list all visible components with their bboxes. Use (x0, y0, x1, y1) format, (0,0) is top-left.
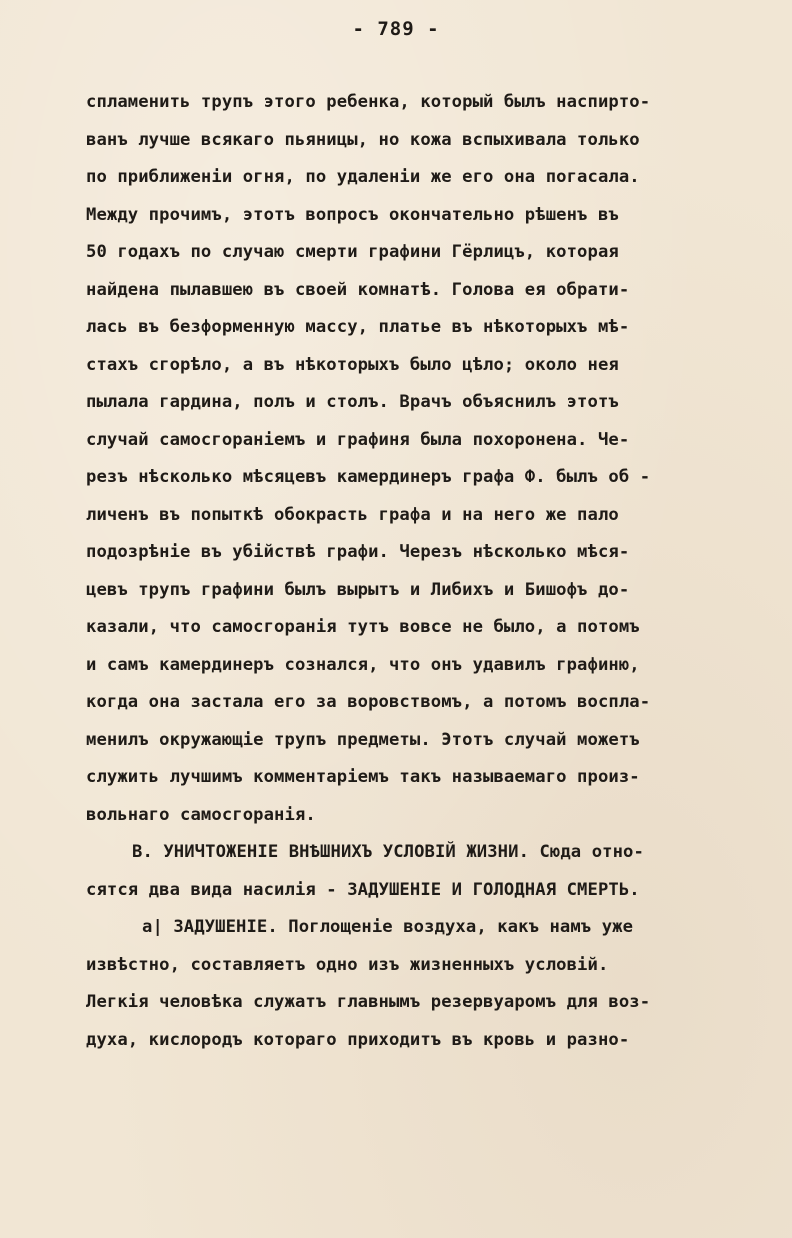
text-line: спламенить трупъ этого ребенка, который былъ наспирто- (86, 92, 651, 112)
subsection-heading-line: а| ЗАДУШЕНIЕ. Поглощенiе воздуха, какъ намъ уже (142, 917, 634, 937)
text-line: когда она застала его за воровствомъ, а потомъ воспла- (86, 692, 651, 712)
text-line: ванъ лучше всякаго пьяницы, но кожа вспыхивала только (86, 129, 640, 150)
text-line: Легкiя человѣка служатъ главнымъ резервуаромъ для воз- (86, 992, 651, 1012)
text-line: найдена пылавшею въ своей комнатѣ. Голова ея обрати- (86, 279, 630, 300)
text-line: резъ нѣсколько мѣсяцевъ камердинеръ графа Ф. былъ об - (86, 467, 651, 487)
section-heading-line: В. УНИЧТОЖЕНIЕ ВНѢШНИХЪ УСЛОВIЙ ЖИЗНИ. Сюда отно- (132, 842, 644, 862)
text-line: по приближенiи огня, по удаленiи же его она погасала. (86, 167, 640, 187)
text-line: 50 годахъ по случаю смерти графини Гёрлицъ, которая (86, 242, 619, 262)
body-text (86, 84, 776, 1059)
text-line: духа, кислородъ котораго приходитъ въ кровь и разно- (86, 1029, 630, 1050)
text-line: казали, что самосгоранiя тутъ вовсе не было, а потомъ (86, 617, 640, 637)
text-line: подозрѣнiе въ убiйствѣ графи. Черезъ нѣсколько мѣся- (86, 542, 630, 562)
text-line: сятся два вида насилiя - ЗАДУШЕНIЕ И ГОЛОДНАЯ СМЕРТЬ. (86, 879, 640, 900)
text-line: личенъ въ попыткѣ обокрасть графа и на него же пало (86, 504, 619, 525)
text-line: и самъ камердинеръ сознался, что онъ удавилъ графиню, (86, 654, 640, 675)
text-line: менилъ окружающiе трупъ предметы. Этотъ случай можетъ (86, 729, 640, 750)
text-line: случай самосгоранiемъ и графиня была похоронена. Че- (86, 429, 630, 450)
text-line: пылала гардина, полъ и столъ. Врачъ объяснилъ этотъ (86, 392, 619, 412)
text-line: лась въ безформенную массу, платье въ нѣкоторыхъ мѣ- (86, 317, 630, 337)
text-line: цевъ трупъ графини былъ вырытъ и Либихъ и Бишофъ до- (86, 579, 630, 600)
text-line: извѣстно, составляетъ одно изъ жизненныхъ условiй. (86, 954, 609, 975)
text-line: Между прочимъ, этотъ вопросъ окончательно рѣшенъ въ (86, 204, 619, 225)
text-line: служить лучшимъ комментарiемъ такъ называемаго произ- (86, 767, 640, 787)
text-line: вольнаго самосгоранiя. (86, 804, 316, 825)
page-number: - 789 - (352, 18, 440, 40)
text-line: стахъ сгорѣло, а въ нѣкоторыхъ было цѣло; около нея (86, 354, 619, 375)
